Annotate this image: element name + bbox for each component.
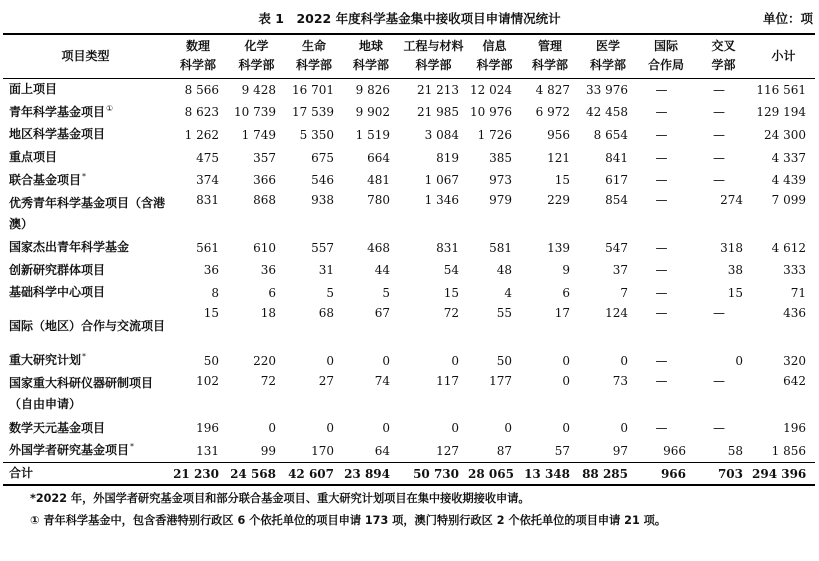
- table-cell: 610: [253, 240, 276, 255]
- table-cell: 10 739: [234, 105, 276, 120]
- table-cell: 88 285: [579, 463, 637, 486]
- footnote-circle: ① 青年科学基金中，包含香港特别行政区 6 个依托单位的项目申请 173 项，澳门特别行政区 2 个依托单位的项目申请 21 项。: [30, 514, 667, 527]
- row-label-text: 面上项目: [9, 82, 58, 97]
- table-cell: 27: [318, 373, 334, 388]
- table-cell: —: [655, 193, 668, 208]
- table-cell: 72: [443, 306, 459, 321]
- row-label-text: 重大研究计划: [9, 353, 82, 368]
- footnote-mark: *: [82, 171, 87, 181]
- table-cell: 0: [451, 421, 459, 436]
- table-cell: 9: [562, 263, 570, 278]
- table-cell: —: [655, 263, 668, 278]
- table-cell: 0: [620, 353, 628, 368]
- table-cell: 0: [382, 353, 390, 368]
- row-label: [3, 439, 168, 462]
- statistics-table: [3, 33, 815, 486]
- table-cell: 196: [783, 421, 806, 436]
- table-cell: 1 856: [771, 443, 806, 458]
- table-cell: 36: [203, 263, 219, 278]
- table-cell: 229: [547, 193, 570, 208]
- row-label-text: 地区科学基金项目: [9, 127, 106, 142]
- table-cell: 0: [326, 353, 334, 368]
- table-cell: 0: [451, 353, 459, 368]
- table-cell: —: [713, 373, 725, 388]
- table-cell: 8 566: [184, 82, 219, 97]
- header-project-type: 项目类型: [3, 34, 168, 78]
- row-label: [3, 236, 168, 259]
- table-cell: 561: [196, 240, 219, 255]
- table-row: [3, 236, 815, 259]
- table-cell: 6: [268, 285, 276, 300]
- table-cell: —: [655, 285, 668, 300]
- table-cell: 170: [311, 443, 334, 458]
- table-cell: 17: [554, 306, 570, 321]
- table-cell: 31: [318, 263, 334, 278]
- table-cell: 5: [382, 285, 390, 300]
- row-label: [3, 146, 168, 169]
- row-label-text: 优秀青年科学基金项目（含港澳）: [9, 195, 166, 231]
- table-cell: 1 067: [424, 173, 459, 188]
- table-cell: 21 230: [168, 463, 228, 486]
- table-cell: 8: [211, 285, 219, 300]
- row-label-text: 创新研究群体项目: [9, 262, 106, 277]
- table-row: [3, 282, 815, 305]
- table-cell: 938: [311, 193, 334, 208]
- table-cell: 15: [727, 285, 743, 300]
- table-cell: 24 300: [764, 127, 806, 142]
- table-cell: —: [713, 306, 725, 321]
- table-cell: 57: [554, 443, 570, 458]
- header-earth: 地球 科学部: [343, 34, 399, 78]
- table-cell: 7 099: [771, 193, 806, 208]
- table-cell: 374: [196, 173, 219, 188]
- row-label: [3, 124, 168, 147]
- table-cell: 4: [504, 285, 512, 300]
- table-cell: 956: [547, 127, 570, 142]
- table-cell: 366: [253, 173, 276, 188]
- footnote-mark: ①: [106, 103, 114, 113]
- table-cell: 617: [605, 173, 628, 188]
- table-cell: 468: [367, 240, 390, 255]
- table-cell: 5: [326, 285, 334, 300]
- table-cell: 481: [367, 173, 390, 188]
- table-row: [3, 259, 815, 282]
- footnotes: [0, 488, 816, 532]
- table-cell: 121: [547, 150, 570, 165]
- table-cell: 18: [260, 306, 276, 321]
- footnote-star: *2022 年，外国学者研究基金项目和部分联合基金项目、重大研究计划项目在集中接收期接收申请。: [30, 492, 530, 505]
- table-cell: 102: [196, 373, 219, 388]
- table-cell: 68: [318, 306, 334, 321]
- table-cell: 117: [436, 373, 459, 388]
- table-row: [3, 101, 815, 124]
- row-label-text: 国家杰出青年科学基金: [9, 240, 130, 255]
- table-cell: 127: [436, 443, 459, 458]
- footnote-mark: *: [130, 442, 135, 452]
- row-label-text: 联合基金项目: [9, 172, 82, 187]
- table-cell: 71: [790, 285, 806, 300]
- table-cell: 33 976: [586, 82, 628, 97]
- table-cell: —: [655, 127, 668, 142]
- table-cell: 4 337: [771, 150, 806, 165]
- table-cell: —: [713, 105, 725, 120]
- header-medicine: 医学 科学部: [579, 34, 637, 78]
- table-cell: 664: [367, 150, 390, 165]
- table-cell: 0: [382, 421, 390, 436]
- table-cell: 220: [253, 353, 276, 368]
- table-cell: 436: [783, 306, 806, 321]
- header-row: [3, 34, 815, 78]
- table-cell: —: [655, 353, 668, 368]
- table-cell: 546: [311, 173, 334, 188]
- table-row: [3, 349, 815, 372]
- table-cell: —: [713, 150, 725, 165]
- table-cell: 73: [612, 373, 628, 388]
- table-cell: 97: [612, 443, 628, 458]
- table-cell: 15: [443, 285, 459, 300]
- table-row: [3, 439, 815, 462]
- table-cell: 44: [374, 263, 390, 278]
- table-cell: —: [655, 82, 668, 97]
- row-label-text: 基础科学中心项目: [9, 285, 106, 300]
- table-cell: 868: [253, 193, 276, 208]
- table-cell: 966: [637, 463, 695, 486]
- table-cell: 1 519: [355, 127, 390, 142]
- table-cell: —: [655, 373, 668, 388]
- table-cell: 131: [196, 443, 219, 458]
- row-label: [3, 101, 168, 124]
- table-row: [3, 169, 815, 192]
- table-cell: —: [655, 306, 668, 321]
- row-label-text: 国际（地区）合作与交流项目: [9, 319, 166, 334]
- table-cell: 854: [605, 193, 628, 208]
- table-cell: 6 972: [535, 105, 570, 120]
- row-label-text: 国家重大科研仪器研制项目（自由申请）: [9, 376, 154, 412]
- row-label: [3, 417, 168, 440]
- table-cell: 8 654: [593, 127, 628, 142]
- header-info: 信息 科学部: [468, 34, 521, 78]
- table-cell: —: [655, 421, 668, 436]
- table-cell: 8 623: [184, 105, 219, 120]
- table-cell: 642: [783, 373, 806, 388]
- table-cell: 124: [605, 306, 628, 321]
- table-cell: 21 213: [417, 82, 459, 97]
- header-management: 管理 科学部: [521, 34, 579, 78]
- table-cell: 55: [496, 306, 512, 321]
- header-subtotal: 小计: [752, 34, 815, 78]
- table-cell: 23 894: [343, 463, 399, 486]
- table-cell: 10 976: [470, 105, 512, 120]
- table-cell: 6: [562, 285, 570, 300]
- table-cell: —: [713, 82, 725, 97]
- table-cell: 0: [562, 353, 570, 368]
- table-row: [3, 372, 815, 417]
- table-cell: 50 730: [399, 463, 468, 486]
- table-cell: 99: [260, 443, 276, 458]
- table-cell: 74: [374, 373, 390, 388]
- header-engineering: 工程与材料 科学部: [399, 34, 468, 78]
- table-cell: 50: [496, 353, 512, 368]
- title-row: [0, 6, 819, 28]
- table-cell: 979: [489, 193, 512, 208]
- table-cell: 15: [203, 306, 219, 321]
- header-international: 国际 合作局: [637, 34, 695, 78]
- row-label-text: 外国学者研究基金项目: [9, 443, 130, 458]
- table-cell: 4 439: [771, 173, 806, 188]
- table-cell: 9 902: [355, 105, 390, 120]
- header-chem: 化学 科学部: [228, 34, 285, 78]
- table-cell: 831: [196, 193, 219, 208]
- table-cell: 9 826: [355, 82, 390, 97]
- table-cell: 966: [663, 443, 686, 458]
- table-row: [3, 124, 815, 147]
- table-cell: 139: [547, 240, 570, 255]
- table-cell: 58: [727, 443, 743, 458]
- table-cell: 294 396: [752, 463, 815, 486]
- row-label-text: 数学天元基金项目: [9, 420, 106, 435]
- table-cell: 780: [367, 193, 390, 208]
- table-cell: 831: [436, 240, 459, 255]
- table-cell: 0: [504, 421, 512, 436]
- table-row: [3, 146, 815, 169]
- table-cell: 12 024: [470, 82, 512, 97]
- table-cell: 16 701: [292, 82, 334, 97]
- row-label: [3, 372, 168, 417]
- row-label: [3, 349, 168, 372]
- table-cell: 333: [783, 263, 806, 278]
- table-cell: 177: [489, 373, 512, 388]
- table-cell: —: [655, 105, 668, 120]
- table-cell: 1 749: [241, 127, 276, 142]
- table-cell: 318: [720, 240, 743, 255]
- table-cell: 557: [311, 240, 334, 255]
- table-cell: 50: [203, 353, 219, 368]
- table-cell: 9 428: [241, 82, 276, 97]
- table-row: [3, 304, 815, 349]
- table-cell: 385: [489, 150, 512, 165]
- table-cell: 4 827: [535, 82, 570, 97]
- table-cell: 0: [562, 421, 570, 436]
- table-cell: 0: [268, 421, 276, 436]
- row-label: [3, 463, 168, 486]
- table-cell: 357: [253, 150, 276, 165]
- table-cell: 475: [196, 150, 219, 165]
- table-row: [3, 417, 815, 440]
- table-cell: 4 612: [771, 240, 806, 255]
- row-label: [3, 169, 168, 192]
- table-cell: 274: [720, 193, 743, 208]
- table-cell: 21 985: [417, 105, 459, 120]
- table-cell: 37: [612, 263, 628, 278]
- table-cell: 0: [562, 373, 570, 388]
- table-cell: 36: [260, 263, 276, 278]
- table-cell: 72: [260, 373, 276, 388]
- table-cell: 581: [489, 240, 512, 255]
- table-cell: 196: [196, 421, 219, 436]
- table-row: [3, 78, 815, 101]
- table-cell: 87: [496, 443, 512, 458]
- table-cell: 547: [605, 240, 628, 255]
- header-life: 生命 科学部: [285, 34, 343, 78]
- row-label: [3, 304, 168, 349]
- table-cell: 64: [374, 443, 390, 458]
- table-cell: 24 568: [228, 463, 285, 486]
- total-row: [3, 463, 815, 486]
- table-cell: 42 607: [285, 463, 343, 486]
- table-cell: 0: [735, 353, 743, 368]
- row-label-text: 重点项目: [9, 150, 58, 165]
- row-label: [3, 191, 168, 236]
- table-cell: 116 561: [756, 82, 806, 97]
- header-cross: 交叉 学部: [695, 34, 752, 78]
- table-cell: —: [713, 421, 725, 436]
- table-cell: 48: [496, 263, 512, 278]
- row-label: [3, 282, 168, 305]
- table-row: [3, 191, 815, 236]
- row-label: [3, 259, 168, 282]
- table-cell: 675: [311, 150, 334, 165]
- row-label-text: 青年科学基金项目: [9, 104, 106, 119]
- table-cell: 3 084: [424, 127, 459, 142]
- table-cell: 1 262: [184, 127, 219, 142]
- table-cell: 17 539: [292, 105, 334, 120]
- row-label-text: 合计: [9, 466, 34, 481]
- header-math: 数理 科学部: [168, 34, 228, 78]
- table-cell: —: [655, 150, 668, 165]
- table-cell: 1 346: [424, 193, 459, 208]
- table-cell: 0: [620, 421, 628, 436]
- table-cell: —: [655, 240, 668, 255]
- table-cell: 703: [695, 463, 752, 486]
- table-cell: —: [655, 173, 668, 188]
- table-cell: 67: [374, 306, 390, 321]
- table-cell: 15: [554, 173, 570, 188]
- table-cell: 841: [605, 150, 628, 165]
- table-cell: 42 458: [586, 105, 628, 120]
- table-cell: 38: [727, 263, 743, 278]
- table-cell: 28 065: [468, 463, 521, 486]
- table-cell: 819: [436, 150, 459, 165]
- table-cell: 13 348: [521, 463, 579, 486]
- unit-label: 单位：项: [762, 11, 813, 26]
- table-cell: 129 194: [756, 105, 806, 120]
- table-cell: —: [713, 173, 725, 188]
- table-cell: 973: [489, 173, 512, 188]
- row-label: [3, 78, 168, 101]
- footnote-mark: *: [82, 352, 87, 362]
- table-cell: 320: [783, 353, 806, 368]
- table-cell: 0: [326, 421, 334, 436]
- table-cell: 5 350: [299, 127, 334, 142]
- table-cell: 1 726: [477, 127, 512, 142]
- table-cell: —: [713, 127, 725, 142]
- table-title: 表 1 2022 年度科学基金集中接收项目申请情况统计: [258, 11, 561, 26]
- table-cell: 7: [620, 285, 628, 300]
- table-body: [3, 78, 815, 485]
- table-cell: 54: [443, 263, 459, 278]
